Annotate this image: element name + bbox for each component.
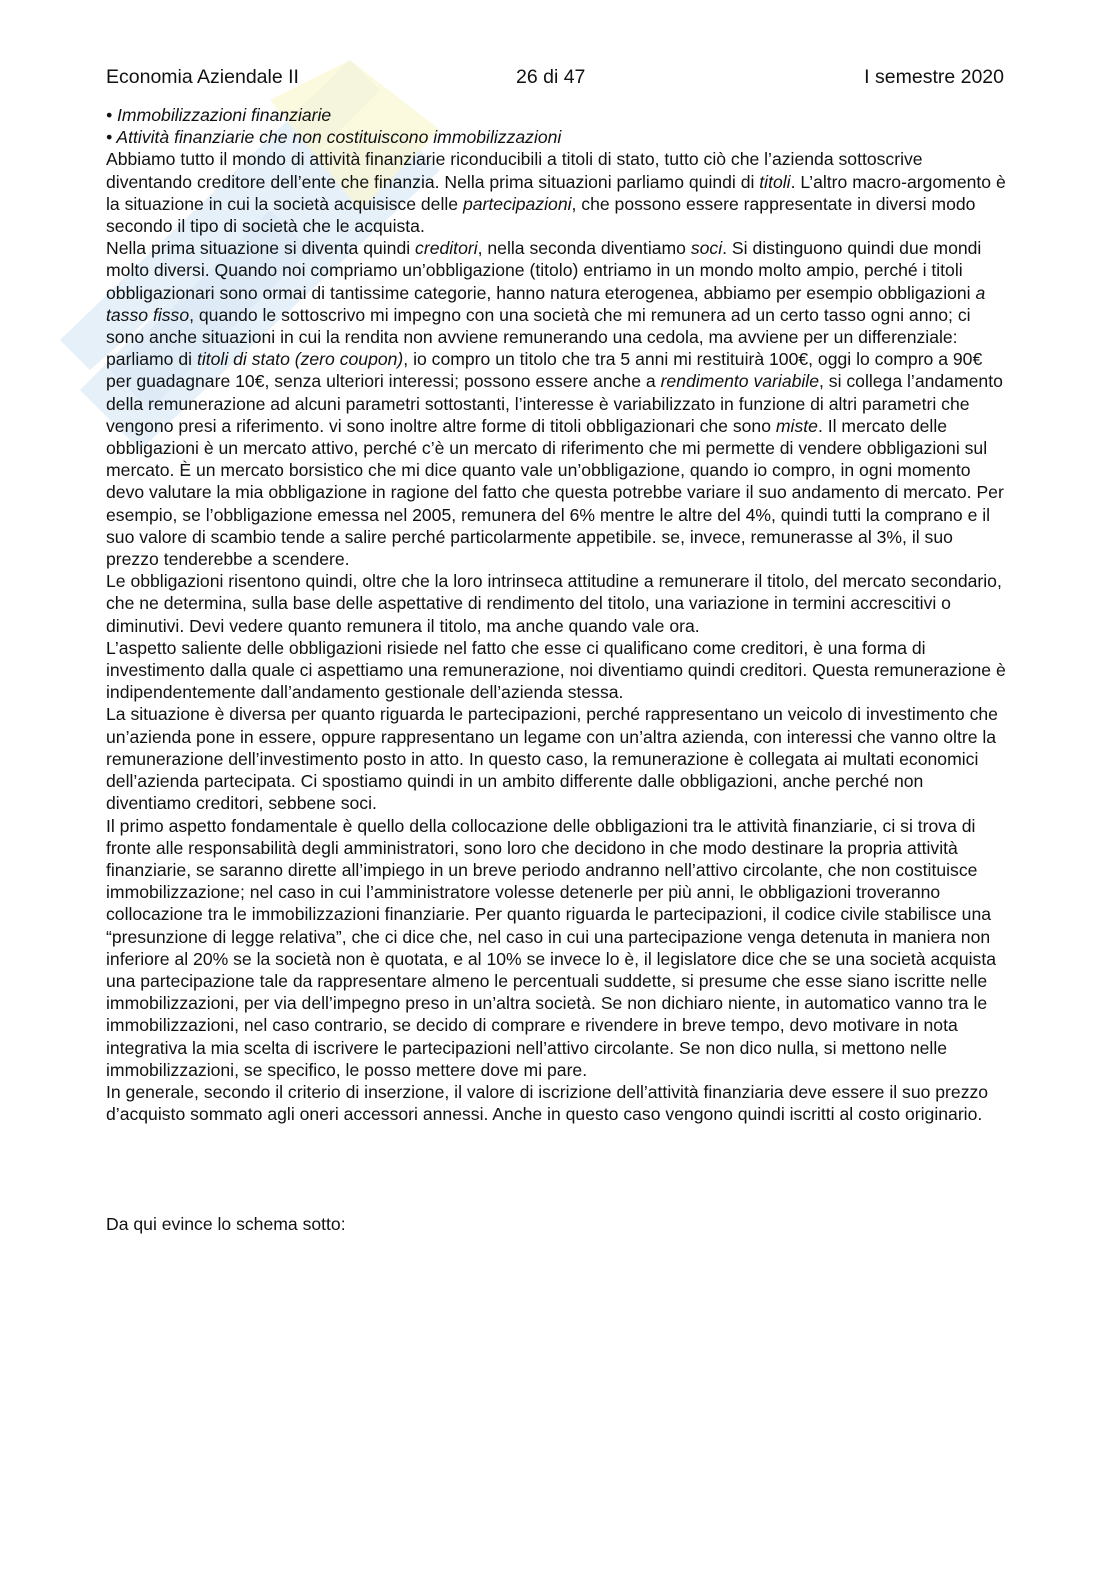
text-run: Nella prima situazione si diventa quindi <box>106 238 416 259</box>
text-run: , quando le sottoscrivo mi impegno con una società che mi remunera ad un certo tasso ogni anno; ci sono anche situazioni in cui la rendita non avviene remunerando una cedola, ma avviene per un differenziale: parliamo di <box>106 304 971 370</box>
emphasis: a tasso fisso <box>106 282 986 325</box>
page-number: 26 di 47 <box>516 66 586 88</box>
paragraph <box>106 237 1006 570</box>
text-run: , si collega l’andamento della remunerazione ad alcuni parametri sottostanti, l’interesse è variabilizzato in funzione di altri parametri che vengono presi a riferimento. vi sono inoltre altre forme di titoli obbligazionari che sono <box>106 371 1003 436</box>
emphasis: soci <box>690 238 723 259</box>
text-run: . Il mercato delle obbligazioni è un mercato attivo, perché c’è un mercato di riferimento che mi permette di vendere obbligazioni sul mercato. È un mercato borsistico che mi dice quanto vale un’obbligazione, quando io compro, in ogni momento devo valutare la mia obbligazione in ragione del fatto che questa potrebbe variare il suo andamento di mercato. Per esempio, se l’obbligazione emessa nel 2005, remunera del 6% mentre le altre del 4%, quindi tutti la comprano e il suo valore di scambio tende a salire perché particolarmente appetibile. se, invece, remunerasse al 3%, il suo prezzo tenderebbe a scendere. <box>106 415 1004 570</box>
document-body <box>106 104 1006 1236</box>
bullet-item: • Immobilizzazioni finanziarie <box>106 105 332 125</box>
text-run: Abbiamo tutto il mondo di attività finanziarie riconducibili a titoli di stato, tutto ciò che l’azienda sottoscrive diventando creditore dell’ente che finanzia. Nella prima situazioni parliamo quindi di <box>106 149 923 192</box>
paragraph <box>106 148 1006 237</box>
paragraph: Il primo aspetto fondamentale è quello della collocazione delle obbligazioni tra le attività finanziarie, ci si trova di fronte alle responsabilità degli amministratori, sono loro che decidono in che modo destinare la propria attività finanziarie, se saranno dirette all’impiego in un breve periodo andranno nell’attivo circolante, che non costituisce immobilizzazione; nel caso in cui l’amministratore volesse detenerle per più anni, le obbligazioni troveranno collocazione tra le immobilizzazioni finanziarie. Per quanto riguarda le partecipazioni, il codice civile stabilisce una “presunzione di legge relativa”, che ci dice che, nel caso in cui una partecipazione venga detenuta in maniera non inferiore al 20% se la società non è quotata, e al 10% se invece lo è, il legislatore dice che se una società acquista una partecipazione tale da rappresentare almeno le percentuali suddette, si presume che esse siano iscritte nelle immobilizzazioni, per via dell’impegno preso in un’altra società. Se non dichiaro niente, in automatico vanno tra le immobilizzazioni, nel caso contrario, se decido di comprare e rivendere in breve tempo, devo motivare in nota integrativa la mia scelta di iscrivere le partecipazioni nell’attivo circolante. Se non dico nulla, si mettono nelle immobilizzazioni, se specifico, le posso mettere dove mi pare. <box>106 815 997 1080</box>
text-run: . L’altro macro-argomento è la situazione in cui la società acquisisce delle <box>106 171 1006 214</box>
text-run: , io compro un titolo che tra 5 anni mi restituirà 100€, oggi lo compro a 90€ per guadagnare 10€, senza ulteriori interessi; possono essere anche a <box>106 349 983 392</box>
text-run: , nella seconda diventiamo <box>477 238 691 259</box>
emphasis: rendimento variabile <box>660 371 819 392</box>
bullet-item: • Attività finanziarie che non costituiscono immobilizzazioni <box>106 127 562 148</box>
term-label: I semestre 2020 <box>864 66 1004 88</box>
emphasis: titoli di stato (zero coupon) <box>196 349 404 370</box>
closing-line: Da qui evince lo schema sotto: <box>106 1214 346 1235</box>
paragraph: La situazione è diversa per quanto riguarda le partecipazioni, perché rappresentano un veicolo di investimento che un’azienda pone in essere, oppure rappresentano un legame con un’altra azienda, con interessi che vanno oltre la remunerazione dell’investimento posto in atto. In questo caso, la remunerazione è collegata ai multati economici dell’azienda partecipata. Ci spostiamo quindi in un ambito differente dalle obbligazioni, anche perché non diventiamo creditori, sebbene soci. <box>106 704 998 814</box>
emphasis: miste <box>775 415 818 436</box>
spacer <box>106 1125 1006 1213</box>
paragraph: Le obbligazioni risentono quindi, oltre che la loro intrinseca attitudine a remunerare il titolo, del mercato secondario, che ne determina, sulla base delle aspettative di rendimento del titolo, una variazione in termini accrescitivi o diminutivi. Devi vedere quanto remunera il titolo, ma anche quando vale ora. <box>106 571 1002 636</box>
text-run: . Si distinguono quindi due mondi molto diversi. Quando noi compriamo un’obbligazione (titolo) entriamo in un mondo molto ampio, perché i titoli obbligazionari sono ormai di tantissime categorie, hanno natura eterogenea, abbiamo per esempio obbligazioni <box>106 238 982 303</box>
page-header <box>106 66 1004 96</box>
course-title: Economia Aziendale II <box>106 66 299 88</box>
paragraph: In generale, secondo il criterio di inserzione, il valore di iscrizione dell’attività finanziaria deve essere il suo prezzo d’acquisto sommato agli oneri accessori annessi. Anche in questo caso vengono quindi iscritti al costo originario. <box>106 1081 989 1125</box>
paragraph: L’aspetto saliente delle obbligazioni risiede nel fatto che esse ci qualificano come creditori, è una forma di investimento dalla quale ci aspettiamo una remunerazione, noi diventiamo quindi creditori. Questa remunerazione è indipendentemente dall’andamento gestionale dell’azienda stessa. <box>106 637 1006 703</box>
emphasis: titoli <box>759 171 791 192</box>
emphasis: creditori <box>415 238 478 259</box>
text-run: , che possono essere rappresentate in diversi modo secondo il tipo di società che le acquista. <box>106 193 976 237</box>
emphasis: partecipazioni <box>462 193 572 214</box>
